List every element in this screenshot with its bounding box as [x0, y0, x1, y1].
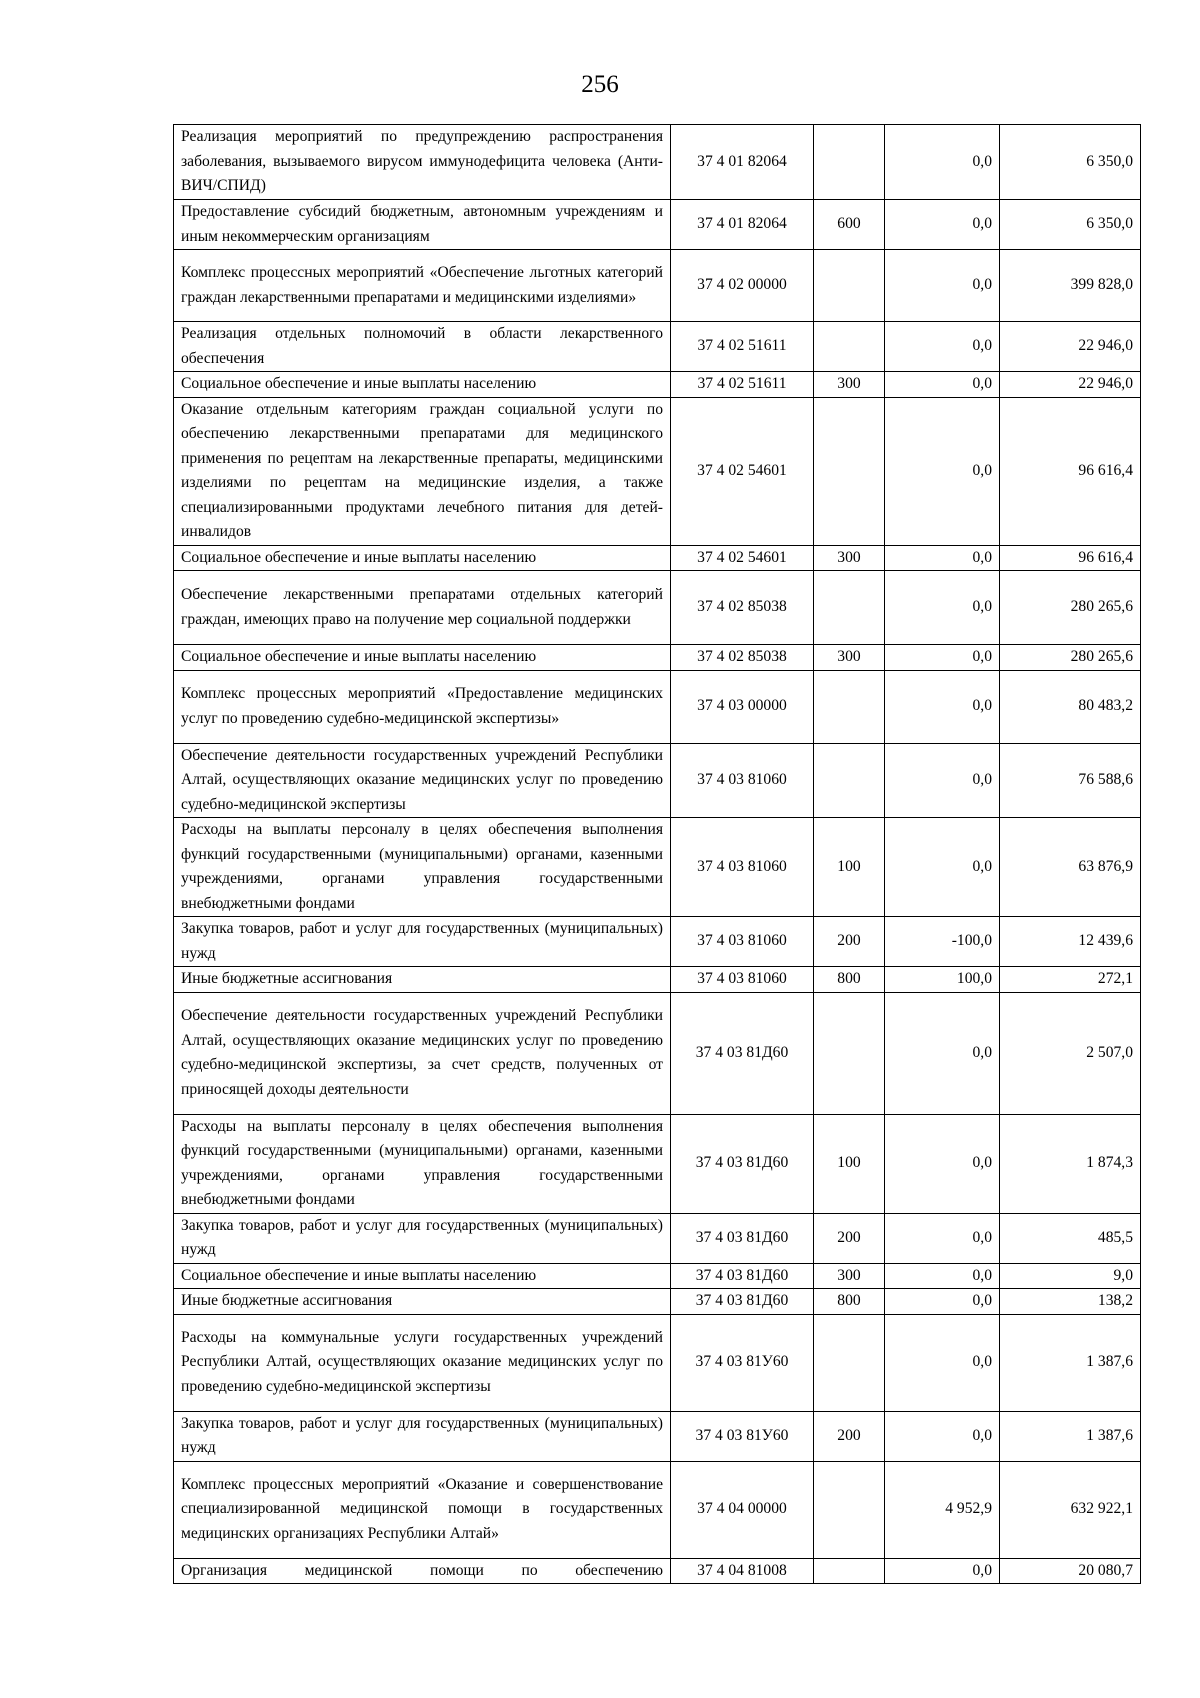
expense-name-cell: Социальное обеспечение и иные выплаты населению [174, 1263, 671, 1289]
budget-table-body [174, 125, 1141, 1584]
target-code-cell: 37 4 02 51611 [671, 322, 814, 372]
expense-type-cell: 200 [814, 917, 885, 967]
total-amount-cell: 1 874,3 [1000, 1114, 1141, 1213]
change-amount-cell: -100,0 [885, 917, 1000, 967]
total-amount-cell: 6 350,0 [1000, 125, 1141, 200]
target-code-cell: 37 4 03 81060 [671, 917, 814, 967]
table-row [174, 1314, 1141, 1411]
change-amount-cell: 0,0 [885, 992, 1000, 1114]
expense-name-cell: Реализация мероприятий по предупреждению распространения заболевания, вызываемого вирусом иммунодефицита человека (Анти-ВИЧ/СПИД) [174, 125, 671, 200]
target-code-cell: 37 4 03 81Д60 [671, 1114, 814, 1213]
target-code-cell: 37 4 03 81Д60 [671, 1289, 814, 1315]
expense-type-cell [814, 1461, 885, 1558]
change-amount-cell: 0,0 [885, 818, 1000, 917]
table-row [174, 545, 1141, 571]
expense-type-cell [814, 992, 885, 1114]
expense-type-cell: 300 [814, 372, 885, 398]
total-amount-cell: 22 946,0 [1000, 372, 1141, 398]
change-amount-cell: 0,0 [885, 1263, 1000, 1289]
target-code-cell: 37 4 03 81Д60 [671, 992, 814, 1114]
expense-type-cell: 300 [814, 545, 885, 571]
expense-name-cell: Закупка товаров, работ и услуг для государственных (муниципальных) нужд [174, 917, 671, 967]
target-code-cell: 37 4 03 81060 [671, 818, 814, 917]
target-code-cell: 37 4 01 82064 [671, 125, 814, 200]
expense-type-cell: 800 [814, 967, 885, 993]
total-amount-cell: 20 080,7 [1000, 1558, 1141, 1584]
budget-table [173, 124, 1141, 1584]
target-code-cell: 37 4 02 54601 [671, 397, 814, 545]
change-amount-cell: 0,0 [885, 125, 1000, 200]
expense-name-cell: Расходы на выплаты персоналу в целях обеспечения выполнения функций государственными (муниципальными) органами, казенными учреждениями, органами управления государственными внебюджетными фондами [174, 818, 671, 917]
expense-name-cell: Организация медицинской помощи по обеспечению [174, 1558, 671, 1584]
total-amount-cell: 22 946,0 [1000, 322, 1141, 372]
change-amount-cell: 0,0 [885, 1411, 1000, 1461]
change-amount-cell: 0,0 [885, 645, 1000, 671]
total-amount-cell: 2 507,0 [1000, 992, 1141, 1114]
table-row [174, 743, 1141, 818]
table-row [174, 992, 1141, 1114]
total-amount-cell: 76 588,6 [1000, 743, 1141, 818]
target-code-cell: 37 4 04 81008 [671, 1558, 814, 1584]
expense-type-cell: 800 [814, 1289, 885, 1315]
expense-type-cell [814, 322, 885, 372]
change-amount-cell: 0,0 [885, 1114, 1000, 1213]
table-row [174, 571, 1141, 645]
expense-name-cell: Расходы на коммунальные услуги государственных учреждений Республики Алтай, осуществляющих оказание медицинских услуг по проведению судебно-медицинской экспертизы [174, 1314, 671, 1411]
expense-name-cell: Иные бюджетные ассигнования [174, 967, 671, 993]
target-code-cell: 37 4 03 81060 [671, 743, 814, 818]
table-row [174, 1558, 1141, 1584]
change-amount-cell: 0,0 [885, 250, 1000, 322]
expense-name-cell: Обеспечение деятельности государственных учреждений Республики Алтай, осуществляющих оказание медицинских услуг по проведению судебно-медицинской экспертизы, за счет средств, полученных от приносящей доходы деятельности [174, 992, 671, 1114]
target-code-cell: 37 4 02 85038 [671, 571, 814, 645]
page-number: 256 [581, 71, 619, 98]
table-row [174, 967, 1141, 993]
table-row [174, 917, 1141, 967]
target-code-cell: 37 4 02 00000 [671, 250, 814, 322]
expense-type-cell: 100 [814, 1114, 885, 1213]
expense-type-cell [814, 250, 885, 322]
total-amount-cell: 80 483,2 [1000, 670, 1141, 743]
expense-type-cell [814, 571, 885, 645]
expense-type-cell: 300 [814, 645, 885, 671]
table-row [174, 645, 1141, 671]
total-amount-cell: 63 876,9 [1000, 818, 1141, 917]
total-amount-cell: 280 265,6 [1000, 645, 1141, 671]
expense-type-cell [814, 743, 885, 818]
expense-name-cell: Социальное обеспечение и иные выплаты населению [174, 372, 671, 398]
target-code-cell: 37 4 01 82064 [671, 200, 814, 250]
target-code-cell: 37 4 03 81Д60 [671, 1213, 814, 1263]
table-row [174, 1263, 1141, 1289]
expense-name-cell: Закупка товаров, работ и услуг для государственных (муниципальных) нужд [174, 1213, 671, 1263]
total-amount-cell: 6 350,0 [1000, 200, 1141, 250]
target-code-cell: 37 4 03 81У60 [671, 1411, 814, 1461]
change-amount-cell: 0,0 [885, 1314, 1000, 1411]
table-row [174, 818, 1141, 917]
expense-name-cell: Социальное обеспечение и иные выплаты населению [174, 545, 671, 571]
target-code-cell: 37 4 03 81Д60 [671, 1263, 814, 1289]
target-code-cell: 37 4 02 51611 [671, 372, 814, 398]
total-amount-cell: 1 387,6 [1000, 1314, 1141, 1411]
expense-type-cell [814, 397, 885, 545]
expense-type-cell: 300 [814, 1263, 885, 1289]
table-row [174, 1411, 1141, 1461]
change-amount-cell: 4 952,9 [885, 1461, 1000, 1558]
expense-type-cell: 600 [814, 200, 885, 250]
expense-name-cell: Социальное обеспечение и иные выплаты населению [174, 645, 671, 671]
expense-name-cell: Комплекс процессных мероприятий «Оказание и совершенствование специализированной медицинской помощи в государственных медицинских организациях Республики Алтай» [174, 1461, 671, 1558]
total-amount-cell: 96 616,4 [1000, 397, 1141, 545]
total-amount-cell: 632 922,1 [1000, 1461, 1141, 1558]
expense-name-cell: Обеспечение деятельности государственных учреждений Республики Алтай, осуществляющих оказание медицинских услуг по проведению судебно-медицинской экспертизы [174, 743, 671, 818]
total-amount-cell: 9,0 [1000, 1263, 1141, 1289]
table-row [174, 397, 1141, 545]
expense-name-cell: Комплекс процессных мероприятий «Обеспечение льготных категорий граждан лекарственными препаратами и медицинскими изделиями» [174, 250, 671, 322]
change-amount-cell: 0,0 [885, 1289, 1000, 1315]
change-amount-cell: 0,0 [885, 571, 1000, 645]
table-row [174, 1289, 1141, 1315]
expense-name-cell: Обеспечение лекарственными препаратами отдельных категорий граждан, имеющих право на получение мер социальной поддержки [174, 571, 671, 645]
total-amount-cell: 12 439,6 [1000, 917, 1141, 967]
expense-name-cell: Реализация отдельных полномочий в области лекарственного обеспечения [174, 322, 671, 372]
change-amount-cell: 0,0 [885, 545, 1000, 571]
change-amount-cell: 0,0 [885, 1558, 1000, 1584]
change-amount-cell: 0,0 [885, 372, 1000, 398]
total-amount-cell: 138,2 [1000, 1289, 1141, 1315]
table-row [174, 322, 1141, 372]
total-amount-cell: 96 616,4 [1000, 545, 1141, 571]
table-row [174, 1461, 1141, 1558]
change-amount-cell: 0,0 [885, 397, 1000, 545]
change-amount-cell: 0,0 [885, 743, 1000, 818]
expense-type-cell [814, 670, 885, 743]
change-amount-cell: 0,0 [885, 1213, 1000, 1263]
total-amount-cell: 280 265,6 [1000, 571, 1141, 645]
expense-name-cell: Предоставление субсидий бюджетным, автономным учреждениям и иным некоммерческим организациям [174, 200, 671, 250]
table-row [174, 670, 1141, 743]
target-code-cell: 37 4 02 85038 [671, 645, 814, 671]
expense-name-cell: Оказание отдельным категориям граждан социальной услуги по обеспечению лекарственными препаратами для медицинского применения по рецептам на лекарственные препараты, медицинскими изделиями по рецептам на медицинские изделия, а также специализированными продуктами лечебного питания для детей-инвалидов [174, 397, 671, 545]
expense-type-cell [814, 125, 885, 200]
table-row [174, 200, 1141, 250]
target-code-cell: 37 4 03 81060 [671, 967, 814, 993]
total-amount-cell: 1 387,6 [1000, 1411, 1141, 1461]
expense-name-cell: Закупка товаров, работ и услуг для государственных (муниципальных) нужд [174, 1411, 671, 1461]
change-amount-cell: 100,0 [885, 967, 1000, 993]
expense-type-cell [814, 1558, 885, 1584]
total-amount-cell: 399 828,0 [1000, 250, 1141, 322]
table-row [174, 1114, 1141, 1213]
target-code-cell: 37 4 03 81У60 [671, 1314, 814, 1411]
total-amount-cell: 485,5 [1000, 1213, 1141, 1263]
expense-type-cell: 100 [814, 818, 885, 917]
table-row [174, 125, 1141, 200]
expense-type-cell [814, 1314, 885, 1411]
table-row [174, 372, 1141, 398]
change-amount-cell: 0,0 [885, 322, 1000, 372]
total-amount-cell: 272,1 [1000, 967, 1141, 993]
table-row [174, 1213, 1141, 1263]
expense-type-cell: 200 [814, 1411, 885, 1461]
target-code-cell: 37 4 04 00000 [671, 1461, 814, 1558]
change-amount-cell: 0,0 [885, 200, 1000, 250]
expense-name-cell: Комплекс процессных мероприятий «Предоставление медицинских услуг по проведению судебно-медицинской экспертизы» [174, 670, 671, 743]
expense-type-cell: 200 [814, 1213, 885, 1263]
target-code-cell: 37 4 02 54601 [671, 545, 814, 571]
expense-name-cell: Иные бюджетные ассигнования [174, 1289, 671, 1315]
change-amount-cell: 0,0 [885, 670, 1000, 743]
expense-name-cell: Расходы на выплаты персоналу в целях обеспечения выполнения функций государственными (муниципальными) органами, казенными учреждениями, органами управления государственными внебюджетными фондами [174, 1114, 671, 1213]
table-row [174, 250, 1141, 322]
target-code-cell: 37 4 03 00000 [671, 670, 814, 743]
